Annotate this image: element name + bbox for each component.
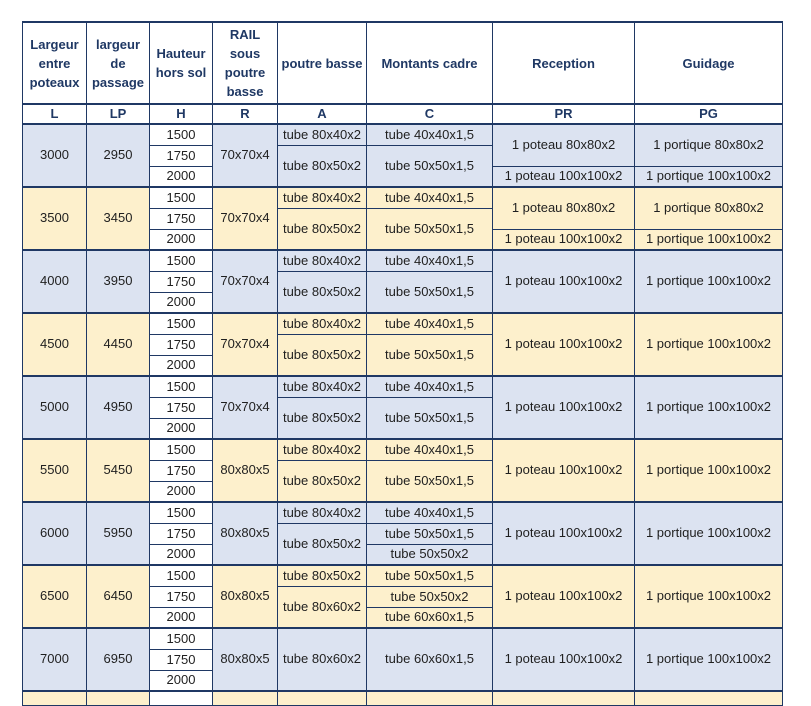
cell-c: tube 60x60x1,5 — [367, 629, 493, 692]
cell-h: 1750 — [150, 587, 213, 608]
cell-pg: 1 portique 100x100x2 — [635, 314, 783, 377]
cell-l: 3500 — [23, 188, 87, 251]
cell-h: 2000 — [150, 671, 213, 692]
cell-h: 2000 — [150, 419, 213, 440]
cell-a: tube 80x40x2 — [278, 503, 367, 524]
cell-l: 4500 — [23, 314, 87, 377]
cell-c: tube 40x40x1,5 — [367, 503, 493, 524]
cell-h: 1500 — [150, 188, 213, 209]
cell-h: 1750 — [150, 146, 213, 167]
cell-pg: 1 portique 80x80x2 — [635, 188, 783, 230]
cell-a: tube 80x60x2 — [278, 629, 367, 692]
header-montants-cadre: Montants cadre — [367, 23, 493, 105]
cell-h: 1750 — [150, 272, 213, 293]
cell-h: 2000 — [150, 167, 213, 188]
cell-h: 1500 — [150, 629, 213, 650]
cell-pr: 1 poteau 100x100x2 — [493, 314, 635, 377]
cell-pr: 1 poteau 100x100x2 — [493, 377, 635, 440]
cell-lp: 2950 — [87, 125, 150, 188]
cell-lp: 3450 — [87, 188, 150, 251]
cell-pr: 1 poteau 80x80x2 — [493, 125, 635, 167]
cell-c: tube 50x50x1,5 — [367, 335, 493, 377]
cell-a: tube 80x50x2 — [278, 209, 367, 251]
cell-h: 1500 — [150, 377, 213, 398]
cell-pr: 1 poteau 80x80x2 — [493, 188, 635, 230]
cell-c: tube 50x50x1,5 — [367, 209, 493, 251]
cell-lp: 4450 — [87, 314, 150, 377]
cell-h: 1750 — [150, 209, 213, 230]
code-pr: PR — [493, 105, 635, 125]
cell-h: 2000 — [150, 482, 213, 503]
cell-a: tube 80x40x2 — [278, 440, 367, 461]
cell-r: 70x70x4 — [213, 251, 278, 314]
cell-l: 5000 — [23, 377, 87, 440]
cell-c: tube 40x40x1,5 — [367, 251, 493, 272]
cell-h: 1750 — [150, 461, 213, 482]
cell-r: 70x70x4 — [213, 377, 278, 440]
code-a: A — [278, 105, 367, 125]
cell-a: tube 80x50x2 — [278, 398, 367, 440]
cell-pr: 1 poteau 100x100x2 — [493, 440, 635, 503]
cell-pr: 1 poteau 100x100x2 — [493, 230, 635, 251]
cell-a: tube 80x50x2 — [278, 461, 367, 503]
cell-a: tube 80x50x2 — [278, 335, 367, 377]
cell-h: 1500 — [150, 503, 213, 524]
cell-lp: 3950 — [87, 251, 150, 314]
cell-c: tube 50x50x1,5 — [367, 461, 493, 503]
cell-l: 5500 — [23, 440, 87, 503]
header-guidage: Guidage — [635, 23, 783, 105]
cell-r: 70x70x4 — [213, 314, 278, 377]
cell-lp: 5450 — [87, 440, 150, 503]
cell-c: tube 40x40x1,5 — [367, 125, 493, 146]
cell-l: 7000 — [23, 629, 87, 692]
cell-h: 2000 — [150, 230, 213, 251]
code-c: C — [367, 105, 493, 125]
cell-pg: 1 portique 100x100x2 — [635, 230, 783, 251]
cell-c: tube 50x50x1,5 — [367, 146, 493, 188]
cell-h: 1750 — [150, 398, 213, 419]
cell-h: 2000 — [150, 293, 213, 314]
cell-lp: 6450 — [87, 566, 150, 629]
cell-a: tube 80x50x2 — [278, 146, 367, 188]
cell-pr: 1 poteau 100x100x2 — [493, 503, 635, 566]
cell-h: 1750 — [150, 335, 213, 356]
header-rail-sous-poutre-basse: RAIL sous poutre basse — [213, 23, 278, 105]
cell-h: 1500 — [150, 566, 213, 587]
header-reception: Reception — [493, 23, 635, 105]
cell-h: 1500 — [150, 440, 213, 461]
cell-c: tube 60x60x1,5 — [367, 608, 493, 629]
cell-c: tube 40x40x1,5 — [367, 440, 493, 461]
cell-a: tube 80x40x2 — [278, 377, 367, 398]
cell-c: tube 50x50x2 — [367, 587, 493, 608]
header-poutre-basse: poutre basse — [278, 23, 367, 105]
cell-a: tube 80x50x2 — [278, 566, 367, 587]
cell-pr: 1 poteau 100x100x2 — [493, 167, 635, 188]
cell-h: 1500 — [150, 125, 213, 146]
cell-pg: 1 portique 100x100x2 — [635, 377, 783, 440]
cell-pg: 1 portique 100x100x2 — [635, 251, 783, 314]
code-pg: PG — [635, 105, 783, 125]
cell-pr: 1 poteau 100x100x2 — [493, 629, 635, 692]
cell-h: 1750 — [150, 650, 213, 671]
code-h: H — [150, 105, 213, 125]
cell-r: 80x80x5 — [213, 503, 278, 566]
cell-a: tube 80x40x2 — [278, 251, 367, 272]
cell-c: tube 40x40x1,5 — [367, 188, 493, 209]
cell-r: 80x80x5 — [213, 440, 278, 503]
header-hauteur-hors-sol: Hauteur hors sol — [150, 23, 213, 105]
code-r: R — [213, 105, 278, 125]
cell-pg: 1 portique 100x100x2 — [635, 440, 783, 503]
cell-l: 6500 — [23, 566, 87, 629]
cell-pg: 1 portique 100x100x2 — [635, 629, 783, 692]
cell-l: 3000 — [23, 125, 87, 188]
cell-pr: 1 poteau 100x100x2 — [493, 251, 635, 314]
cell-lp: 5950 — [87, 503, 150, 566]
cell-l: 4000 — [23, 251, 87, 314]
cell-c: tube 50x50x1,5 — [367, 272, 493, 314]
cell-c: tube 40x40x1,5 — [367, 377, 493, 398]
cell-h: 2000 — [150, 545, 213, 566]
cell-c: tube 50x50x2 — [367, 545, 493, 566]
cell-h: 1750 — [150, 524, 213, 545]
code-l: L — [23, 105, 87, 125]
cell-l: 6000 — [23, 503, 87, 566]
header-largeur-de-passage: largeur de passage — [87, 23, 150, 105]
cell-h: 2000 — [150, 356, 213, 377]
cell-r: 70x70x4 — [213, 125, 278, 188]
cell-r: 80x80x5 — [213, 566, 278, 629]
cell-c: tube 50x50x1,5 — [367, 524, 493, 545]
cell-lp: 6950 — [87, 629, 150, 692]
cell-lp: 4950 — [87, 377, 150, 440]
cell-a: tube 80x40x2 — [278, 314, 367, 335]
cell-a: tube 80x50x2 — [278, 524, 367, 566]
cell-c: tube 50x50x1,5 — [367, 398, 493, 440]
cell-h: 1500 — [150, 314, 213, 335]
cell-pg: 1 portique 80x80x2 — [635, 125, 783, 167]
cell-c: tube 50x50x1,5 — [367, 566, 493, 587]
cell-c: tube 40x40x1,5 — [367, 314, 493, 335]
cell-pg: 1 portique 100x100x2 — [635, 167, 783, 188]
cell-r: 80x80x5 — [213, 629, 278, 692]
cell-h: 1500 — [150, 251, 213, 272]
cell-a: tube 80x40x2 — [278, 188, 367, 209]
cell-h: 2000 — [150, 608, 213, 629]
cell-a: tube 80x40x2 — [278, 125, 367, 146]
specification-table — [22, 21, 783, 706]
cell-pg: 1 portique 100x100x2 — [635, 503, 783, 566]
cell-a: tube 80x60x2 — [278, 587, 367, 629]
cell-pr: 1 poteau 100x100x2 — [493, 566, 635, 629]
cell-pg: 1 portique 100x100x2 — [635, 566, 783, 629]
cell-a: tube 80x50x2 — [278, 272, 367, 314]
header-largeur-entre-poteaux: Largeur entre poteaux — [23, 23, 87, 105]
code-lp: LP — [87, 105, 150, 125]
cell-r: 70x70x4 — [213, 188, 278, 251]
